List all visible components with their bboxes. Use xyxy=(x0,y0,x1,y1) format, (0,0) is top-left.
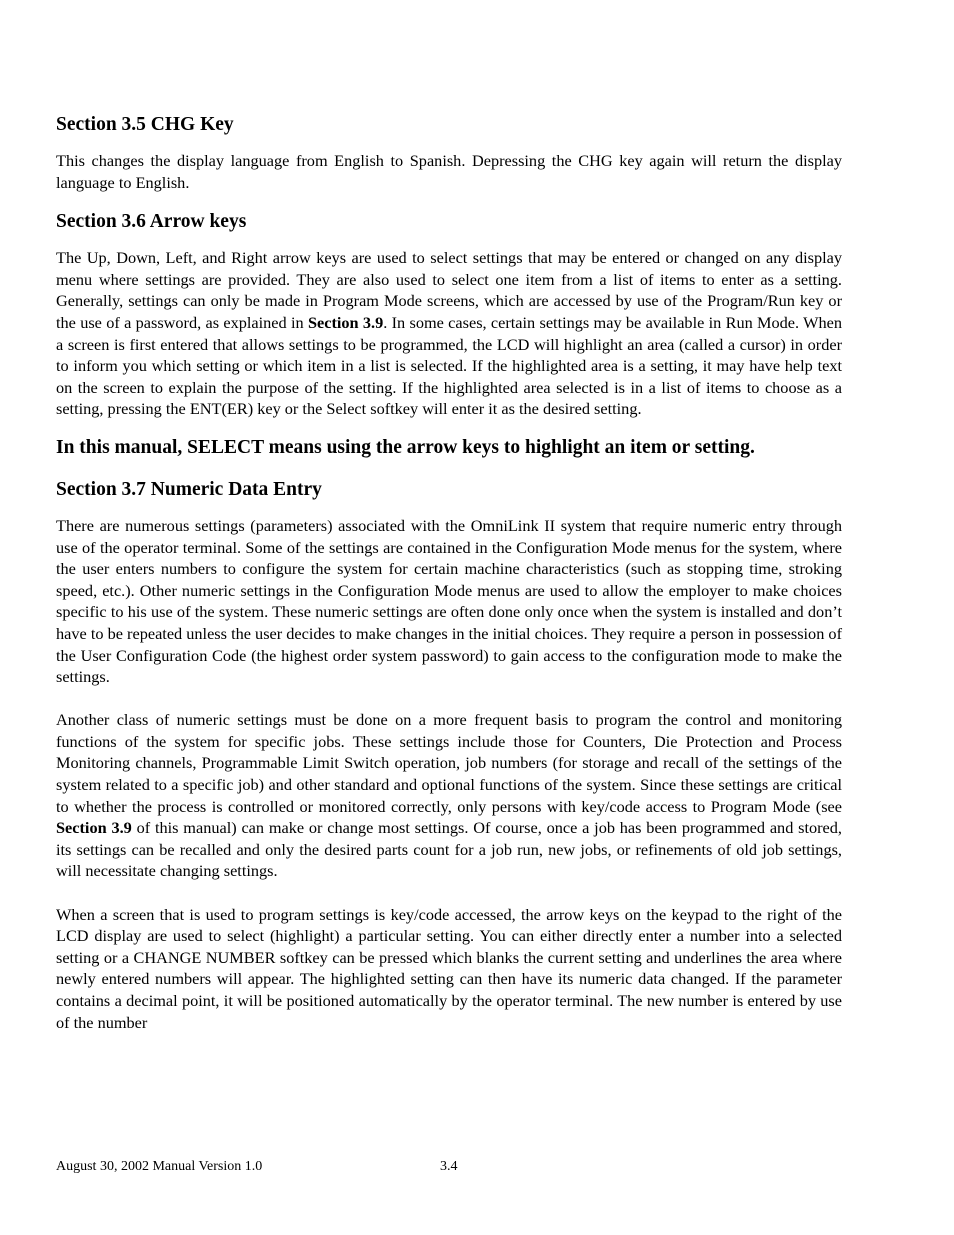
section-3-7-paragraph-2-text-2: of this manual) can make or change most settings. Of course, once a job has been programmed and stored, its settings can be recalled and only the desired parts count for a job run, new jobs, or refinements of old job settings, will necessitate changing settings. xyxy=(56,818,842,881)
section-3-6-body-text-1: The Up, Down, Left, and Right arrow keys are used to select settings that may be entered or changed on any display menu where settings are provided. They are also used to select one item from a list of items to enter as a setting. Generally, settings can only be made in Program Mode screens, which are accessed by use of the Program/Run key or the use of a password, as explained in xyxy=(56,248,842,332)
select-definition-note: In this manual, SELECT means using the arrow keys to highlight an item or setting. xyxy=(56,436,755,458)
section-3-7-paragraph-2 xyxy=(56,709,842,882)
footer-date-version: August 30, 2002 Manual Version 1.0 xyxy=(56,1159,263,1174)
section-3-6-body xyxy=(56,247,842,420)
section-3-7-paragraph-2-text-1: Another class of numeric settings must be done on a more frequent basis to program the control and monitoring functions of the system for specific jobs. These settings include those for Counters, Die Protection and Process Monitoring channels, Programmable Limit Switch operation, job numbers (for storage and recall of the settings of the system related to a specific job) and other standard and optional functions of the system. Since these settings are critical to whether the process is controlled or monitored correctly, only persons with key/code access to Program Mode (see xyxy=(56,710,842,816)
section-3-6-heading: Section 3.6 Arrow keys xyxy=(56,211,247,233)
section-3-7-paragraph-1: There are numerous settings (parameters) associated with the OmniLink II system that require numeric entry through use of the operator terminal. Some of the settings are contained in the Configuration Mode menus for the system, where the user enters numbers to configure the system for certain machine characteristics (such as stopping time, stroking speed, etc.). Other numeric settings in the Configuration Mode menus are used to allow the employer to make choices specific to his use of the system. These numeric settings are often done only once when the system is installed and don’t have to be repeated unless the user decides to make changes in the initial choices. They require a person in possession of the User Configuration Code (the highest order system password) to gain access to the configuration mode to make the settings. xyxy=(56,515,842,687)
footer-page-number: 3.4 xyxy=(440,1159,458,1174)
section-3-6-body-text-2: . In some cases, certain settings may be available in Run Mode. When a screen is first entered that allows settings to be programmed, the LCD will highlight an area (called a cursor) in order to inform you which setting or which item in a list is selected. If the highlighted area is a setting, it may have help text on the screen to explain the purpose of the setting. If the highlighted area selected is in a list of items to choose as a setting, pressing the ENT(ER) key or the Select softkey will enter it as the desired setting. xyxy=(56,312,842,419)
section-3-5-heading: Section 3.5 CHG Key xyxy=(56,114,234,135)
document-page xyxy=(56,110,842,1033)
section-3-7-heading: Section 3.7 Numeric Data Entry xyxy=(56,478,322,500)
section-3-9-reference-2: Section 3.9 xyxy=(56,818,132,838)
section-3-9-reference: Section 3.9 xyxy=(307,312,384,332)
section-3-5-body: This changes the display language from English to Spanish. Depressing the CHG key again will return the display language to English. xyxy=(56,151,842,192)
section-3-7-paragraph-3: When a screen that is used to program settings is key/code accessed, the arrow keys on the keypad to the right of the LCD display are used to select (highlight) a particular setting. You can either directly enter a number into a selected setting or a CHANGE NUMBER softkey can be pressed which blanks the current setting and underlines the area where newly entered numbers will appear. The highlighted setting can then have its numeric data changed. If the parameter contains a decimal point, it will be positioned automatically by the operator terminal. The new number is entered by use of the number xyxy=(56,904,842,1032)
